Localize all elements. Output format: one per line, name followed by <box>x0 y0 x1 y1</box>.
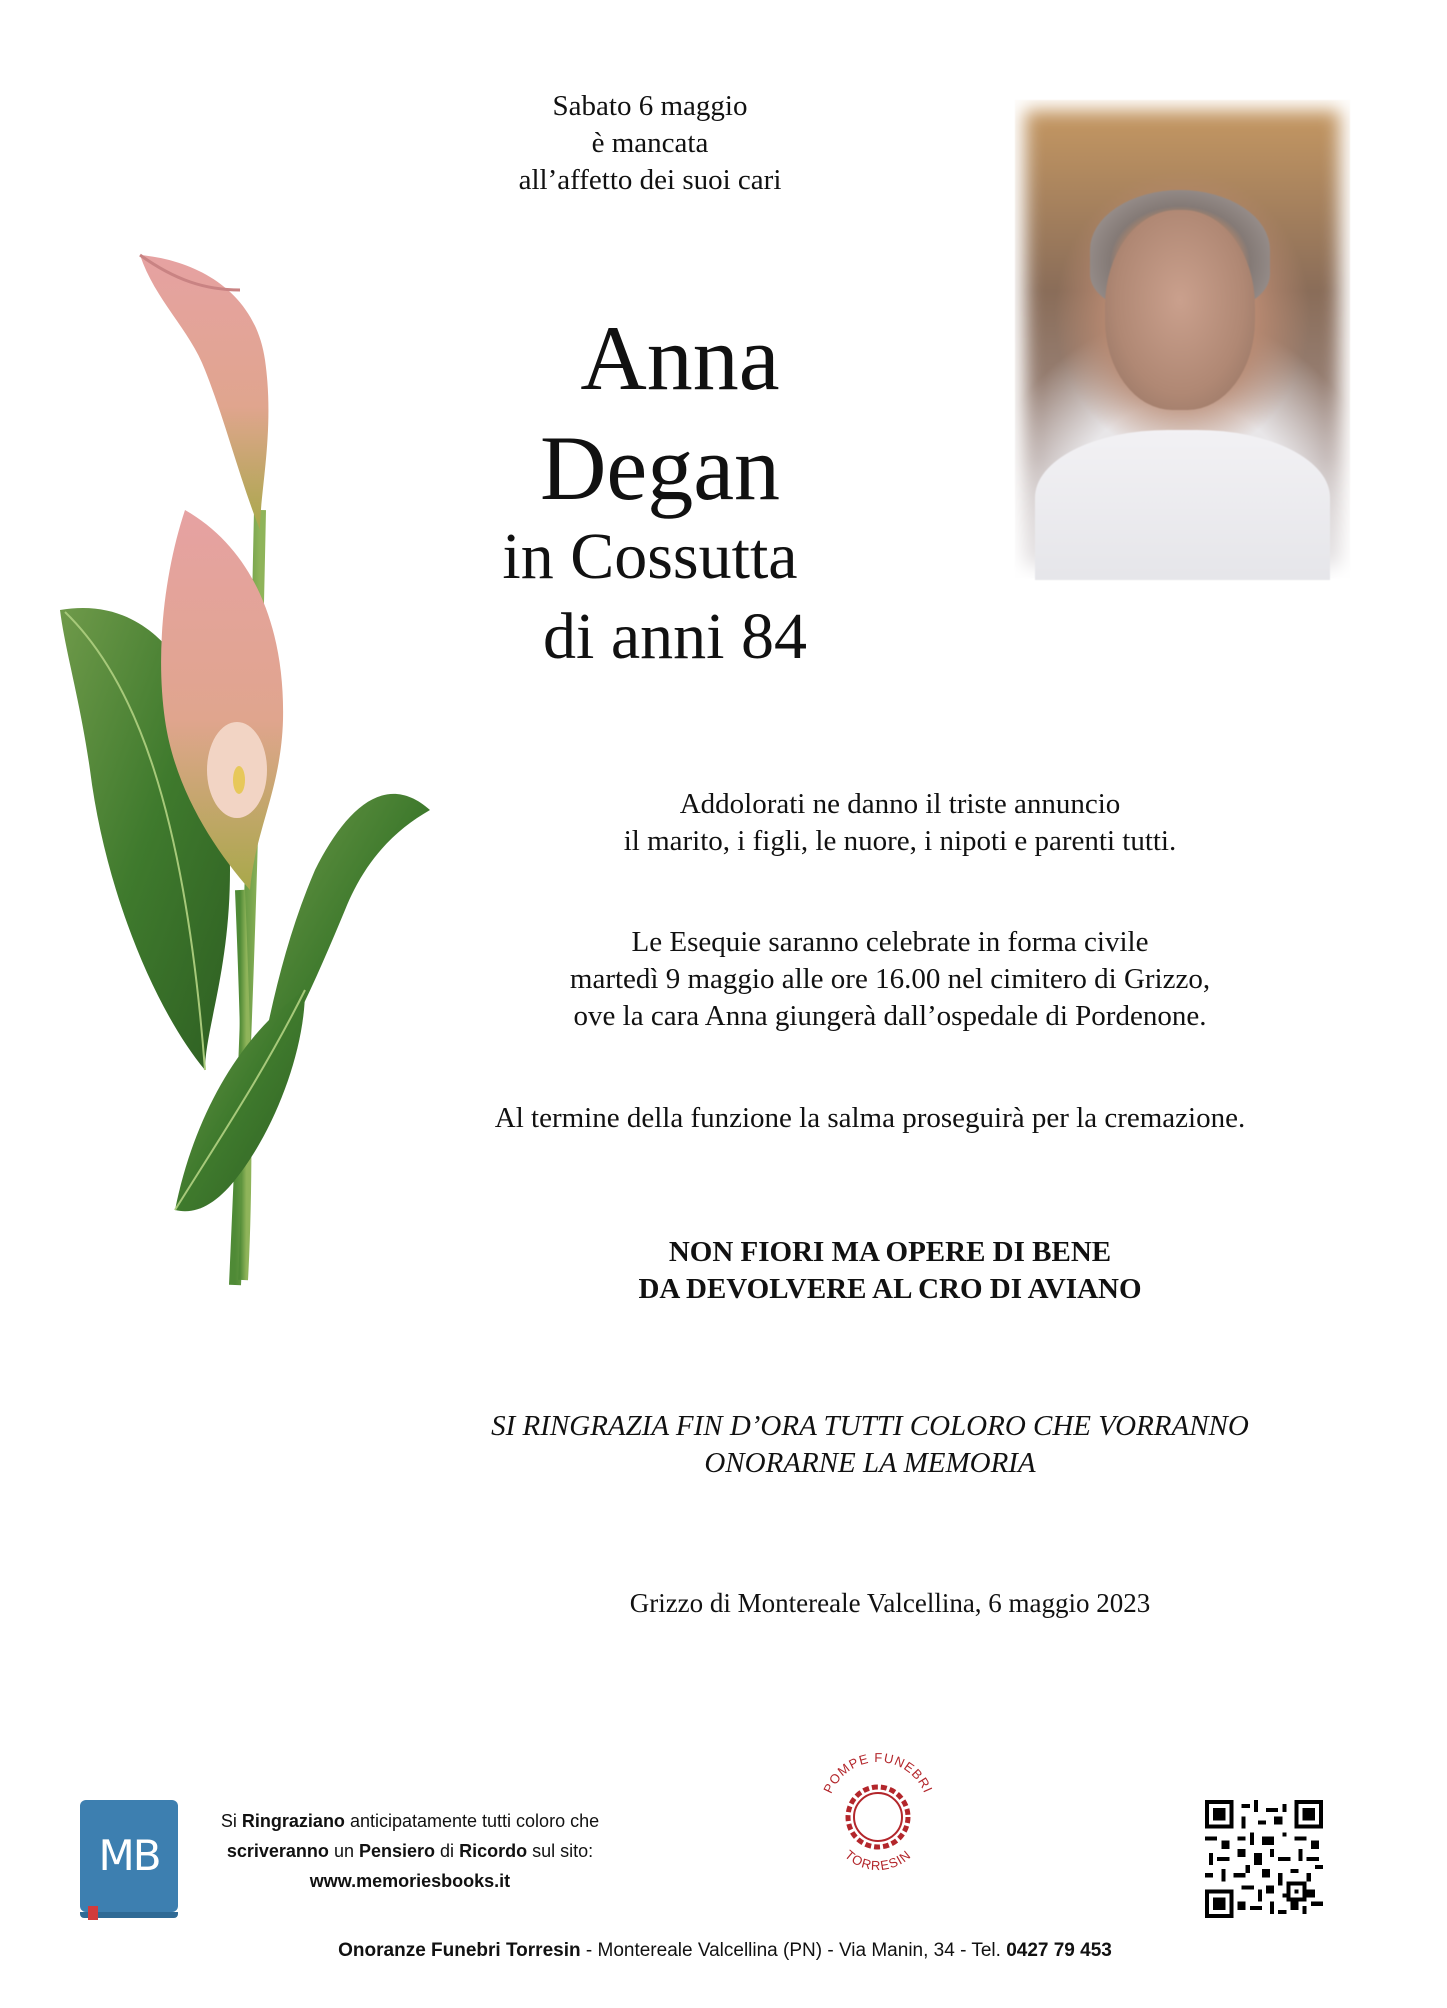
torresin-seal-logo <box>808 1740 948 1880</box>
intro-text <box>440 88 860 199</box>
donation-line-1: NON FIORI MA OPERE DI BENE <box>668 1236 1112 1268</box>
footer-note-line-1 <box>190 1806 630 1836</box>
announcement <box>520 786 1280 860</box>
deceased-last-name: Degan <box>539 417 781 519</box>
note-pensiero: Pensiero <box>358 1841 436 1861</box>
funeral-line-1: Le Esequie saranno celebrate in forma civile <box>631 926 1149 958</box>
note-ricordo: Ricordo <box>459 1841 528 1861</box>
donation-line-2: DA DEVOLVERE AL CRO DI AVIANO <box>638 1273 1142 1305</box>
svg-text:TORRESIN <box>842 1847 914 1873</box>
portrait-face <box>1105 210 1255 410</box>
footer-note-line-2 <box>190 1836 630 1866</box>
cremation-note: Al termine della funzione la salma proseguirà per la cremazione. <box>494 1102 1246 1134</box>
company-address: - Montereale Valcellina (PN) - Via Manin, 34 - Tel. <box>580 1940 1007 1961</box>
note-rest1: anticipatamente tutti coloro che <box>349 1811 600 1831</box>
note-si: Si <box>220 1811 237 1831</box>
donation-request <box>560 1234 1220 1308</box>
place-date: Grizzo di Montereale Valcellina, 6 maggio 2023 <box>629 1588 1151 1618</box>
memoriesbooks-logo[interactable]: MB <box>80 1800 178 1912</box>
deceased-age: di anni 84 <box>543 600 807 673</box>
calla-lily-illustration <box>55 250 445 1290</box>
footer-note-line-3 <box>190 1866 630 1896</box>
company-name: Onoranze Funebri Torresin <box>338 1940 581 1961</box>
intro-line-3: all’affetto dei suoi cari <box>518 164 782 196</box>
bookmark-icon <box>88 1906 98 1920</box>
thanks-line-1: SI RINGRAZIA FIN D’ORA TUTTI COLORO CHE VORRANNO <box>491 1410 1249 1442</box>
funeral-info <box>500 924 1280 1035</box>
funeral-line-3: ove la cara Anna giungerà dall’ospedale di Pordenone. <box>573 1000 1207 1032</box>
seal-bottom-text: TORRESIN <box>842 1846 914 1874</box>
note-di: di <box>440 1841 455 1861</box>
announcement-line-2: il marito, i figli, le nuore, i nipoti e parenti tutti. <box>623 825 1177 857</box>
company-phone[interactable]: 0427 79 453 <box>1006 1940 1112 1961</box>
svg-text:POMPE FUNEBRI <box>820 1750 936 1796</box>
thanks-note <box>420 1408 1320 1482</box>
deceased-first-name: Anna <box>580 307 780 409</box>
thanks-line-2: ONORARNE LA MEMORIA <box>704 1447 1036 1479</box>
funeral-line-2: martedì 9 maggio alle ore 16.00 nel cimitero di Grizzo, <box>569 963 1211 995</box>
intro-line-1: Sabato 6 maggio <box>552 90 748 122</box>
footer-company-line <box>200 1938 1250 1964</box>
seal-top-text: POMPE FUNEBRI <box>820 1749 936 1796</box>
note-un: un <box>333 1841 354 1861</box>
intro-line-2: è mancata <box>591 127 709 159</box>
note-ringraziano: Ringraziano <box>241 1811 345 1831</box>
website-link[interactable]: www.memoriesbooks.it <box>309 1871 511 1891</box>
footer-thanks-note <box>190 1806 630 1896</box>
portrait-shirt <box>1035 430 1330 580</box>
note-sito: sul sito: <box>532 1841 594 1861</box>
married-name: in Cossutta <box>502 520 798 593</box>
qr-code[interactable] <box>1205 1800 1323 1918</box>
note-scriveranno: scriveranno <box>226 1841 329 1861</box>
portrait-photo <box>1015 100 1350 578</box>
announcement-line-1: Addolorati ne danno il triste annuncio <box>679 788 1121 820</box>
